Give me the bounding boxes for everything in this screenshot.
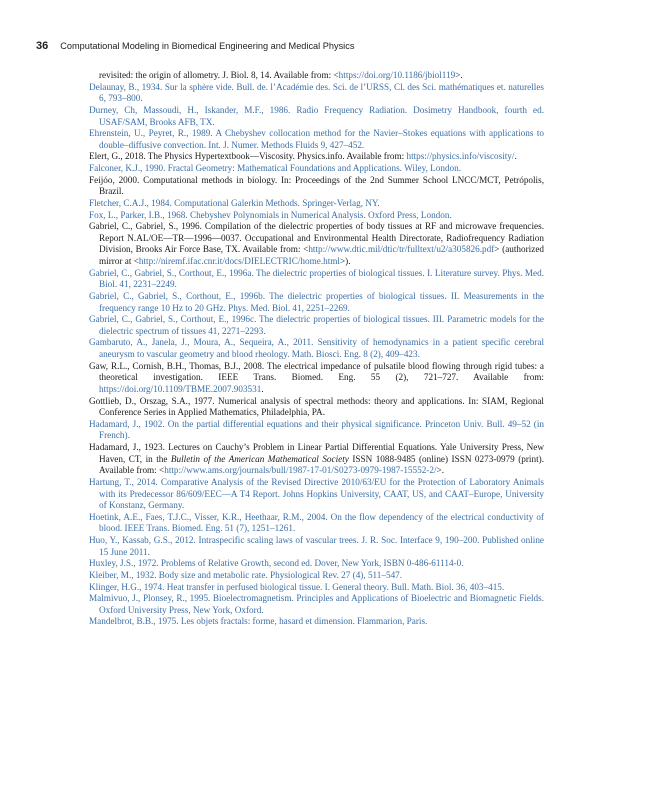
reference-text: Delaunay, B., 1934. Sur la sphère vide. Bull. de. l’Académie des. Sci. de l’URSS, Cl. des Sci. mathématiques et. naturelles 6, 793–800.: [89, 81, 544, 104]
reference-entry[interactable]: [89, 163, 544, 175]
reference-entry[interactable]: [89, 82, 544, 105]
reference-text: Ehrenstein, U., Peyret, R., 1989. A Chebyshev collocation method for the Navier–Stokes equations with applications to double–diffusive convection. Int. J. Numer. Methods Fluids 9, 427–452.: [89, 128, 544, 150]
reference-entry[interactable]: [89, 337, 544, 360]
reference-text: Hadamard, J., 1923. Lectures on Cauchy’s Problem in Linear Partial Differential Equations. Yale University Press, New Haven, CT, in the: [89, 442, 544, 464]
reference-text: Gabriel, C., Gabriel, S., Corthout, E., 1996a. The dielectric properties of biological tissues. I. Literature survey. Phys. Med. Biol. 41, 2231–2249.: [89, 267, 544, 290]
reference-text: >.: [455, 70, 463, 80]
reference-text: .: [514, 151, 517, 162]
reference-text: .: [261, 383, 264, 394]
reference-text: Gottlieb, D., Orszag, S.A., 1977. Numerical analysis of spectral methods: theory and applications. In: SIAM, Regional Conference Series in Applied Mathematics, Philadelphia, PA.: [89, 395, 544, 418]
reference-text: Falconer, K.J., 1990. Fractal Geometry: Mathematical Foundations and Applications. Wiley, London.: [89, 163, 462, 173]
page-number: 36: [36, 40, 49, 52]
reference-link[interactable]: https://physics.info/viscosity/: [406, 151, 515, 162]
reference-entry[interactable]: [89, 582, 544, 594]
reference-entry[interactable]: [89, 210, 544, 222]
reference-entry[interactable]: [89, 419, 544, 442]
reference-text: Fox, L., Parker, I.B., 1968. Chebyshev Polynomials in Numerical Analysis. Oxford Press, London.: [89, 209, 452, 220]
reference-entry[interactable]: [89, 128, 544, 151]
reference-text: Gaw, R.L., Cornish, B.H., Thomas, B.J., 2008. The electrical impedance of pulsatile blood flowing through rigid tubes: a theoretical investigation. IEEE Trans. Biomed. Eng. 55 (2), 721–727. Available from:: [89, 360, 544, 383]
reference-text: Hadamard, J., 1902. On the partial differential equations and their physical significance. Princeton Univ. Bull. 49–52 (in French).: [89, 418, 544, 441]
reference-text: Klinger, H.G., 1974. Heat transfer in perfused biological tissue. I. General theory. Bull. Math. Biol. 36, 403–415.: [89, 581, 505, 592]
reference-entry: [89, 151, 544, 163]
reference-list: [89, 70, 544, 628]
running-header: [36, 40, 354, 52]
reference-entry: [89, 175, 544, 198]
reference-text: > (authorized mirror at <: [99, 244, 544, 266]
reference-text: Feijóo, 2000. Computational methods in biology. In: Proceedings of the 2nd Summer School LNCC/MCT, Petrópolis, Brazil.: [89, 174, 544, 197]
journal-title: Bulletin of the American Mathematical Society: [170, 453, 349, 464]
reference-entry[interactable]: [89, 558, 544, 570]
reference-link[interactable]: http://niremf.ifac.cnr.it/docs/DIELECTRIC/home.html: [138, 256, 340, 266]
reference-entry[interactable]: [89, 268, 544, 291]
reference-link[interactable]: https://doi.org/10.1109/TBME.2007.903531: [99, 383, 262, 394]
reference-entry[interactable]: [89, 593, 544, 616]
reference-text: Hartung, T., 2014. Comparative Analysis of the Revised Directive 2010/63/EU for the Protection of Laboratory Animals with its Predecessor 86/609/EEC—A T4 Report. Johns Hopkins University, CAAT, US, and CAAT–Europe, University of Konstanz, Germany.: [89, 476, 544, 511]
reference-entry: [89, 221, 544, 268]
reference-link[interactable]: http://www.ams.org/journals/bull/1987-17-01/S0273-0979-1987-15552-2/: [164, 465, 437, 476]
reference-text: Gabriel, C., Gabriel, S., Corthout, E., 1996c. The dielectric properties of biological tissues. III. Parametric models for the dielectric spectrum of tissues 41, 2271–2293.: [89, 314, 544, 336]
reference-text: Mandelbrot, B.B., 1975. Les objets fractals: forme, hasard et dimension. Flammarion, Paris.: [89, 616, 428, 627]
reference-text: revisited: the origin of allometry. J. Biol. 8, 14. Available from: <: [99, 70, 339, 80]
reference-text: Malmivuo, J., Plonsey, R., 1995. Bioelectromagnetism. Principles and Applications of Bioelectric and Biomagnetic Fields. Oxford University Press, New York, Oxford.: [89, 593, 544, 615]
reference-entry[interactable]: [89, 291, 544, 314]
reference-entry[interactable]: [89, 105, 544, 128]
reference-entry[interactable]: [89, 616, 544, 628]
reference-text: Huo, Y., Kassab, G.S., 2012. Intraspecific scaling laws of vascular trees. J. R. Soc. Interface 9, 190–200. Published online 15 June 2011.: [89, 535, 544, 557]
reference-entry: [89, 396, 544, 419]
reference-entry[interactable]: [89, 314, 544, 337]
reference-link[interactable]: https://doi.org/10.1186/jbiol119: [338, 70, 456, 80]
reference-link[interactable]: http://www.dtic.mil/dtic/tr/fulltext/u2/a305826.pdf: [308, 244, 495, 255]
reference-text: Durney, Ch, Massoudi, H., Iskander, M.F., 1986. Radio Frequency Radiation. Dosimetry Handbook, fourth ed. USAF/SAM, Brooks AFB, TX.: [89, 104, 544, 127]
running-title: Computational Modeling in Biomedical Engineering and Medical Physics: [60, 41, 355, 51]
reference-entry: [89, 361, 544, 396]
reference-text: Gabriel, C., Gabriel, S., 1996. Compilation of the dielectric properties of body tissues at RF and microwave frequencies. Report N.AL/OE—TR—1996—0037. Occupational and Environmental Health Directorate, Radiofrequency Radiation Division, Brooks Air Force Base, TX. Available from: <: [89, 221, 544, 255]
reference-text: Hoetink, A.E., Faes, T.J.C., Visser, K.R., Heethaar, R.M., 2004. On the flow dependency of the electrical conductivity of blood. IEEE Trans. Biomed. Eng. 51 (7), 1251–1261.: [89, 511, 544, 534]
reference-entry[interactable]: [89, 198, 544, 210]
reference-text: Fletcher, C.A.J., 1984. Computational Galerkin Methods. Springer-Verlag, NY.: [89, 197, 380, 208]
reference-text: Gambaruto, A., Janela, J., Moura, A., Sequeira, A., 2011. Sensitivity of hemodynamics in a patient specific cerebral aneurysm to vascular geometry and blood rheology. Math. Biosci. Eng. 8 (2), 409–423.: [89, 337, 544, 359]
reference-entry: [89, 442, 544, 477]
reference-entry[interactable]: [89, 512, 544, 535]
reference-entry: [89, 70, 544, 82]
reference-entry[interactable]: [89, 570, 544, 582]
reference-text: Elert, G., 2018. The Physics Hypertextbook—Viscosity. Physics.info. Available from:: [89, 151, 407, 162]
reference-text: ISSN 1088-9485 (online) ISSN 0273-0979 (print). Available from: <: [99, 453, 544, 476]
reference-text: >).: [339, 256, 351, 266]
reference-entry[interactable]: [89, 477, 544, 512]
reference-text: Gabriel, C., Gabriel, S., Corthout, E., 1996b. The dielectric properties of biological tissues. II. Measurements in the frequency range 10 Hz to 20 GHz. Phys. Med. Biol. 41, 2251–2269.: [89, 290, 544, 313]
reference-text: >.: [436, 465, 444, 476]
reference-text: Kleiber, M., 1932. Body size and metabolic rate. Physiological Rev. 27 (4), 511–547.: [89, 569, 403, 580]
reference-text: Huxley, J.S., 1972. Problems of Relative Growth, second ed. Dover, New York, ISBN 0-486-61114-0.: [89, 558, 464, 569]
reference-entry[interactable]: [89, 535, 544, 558]
